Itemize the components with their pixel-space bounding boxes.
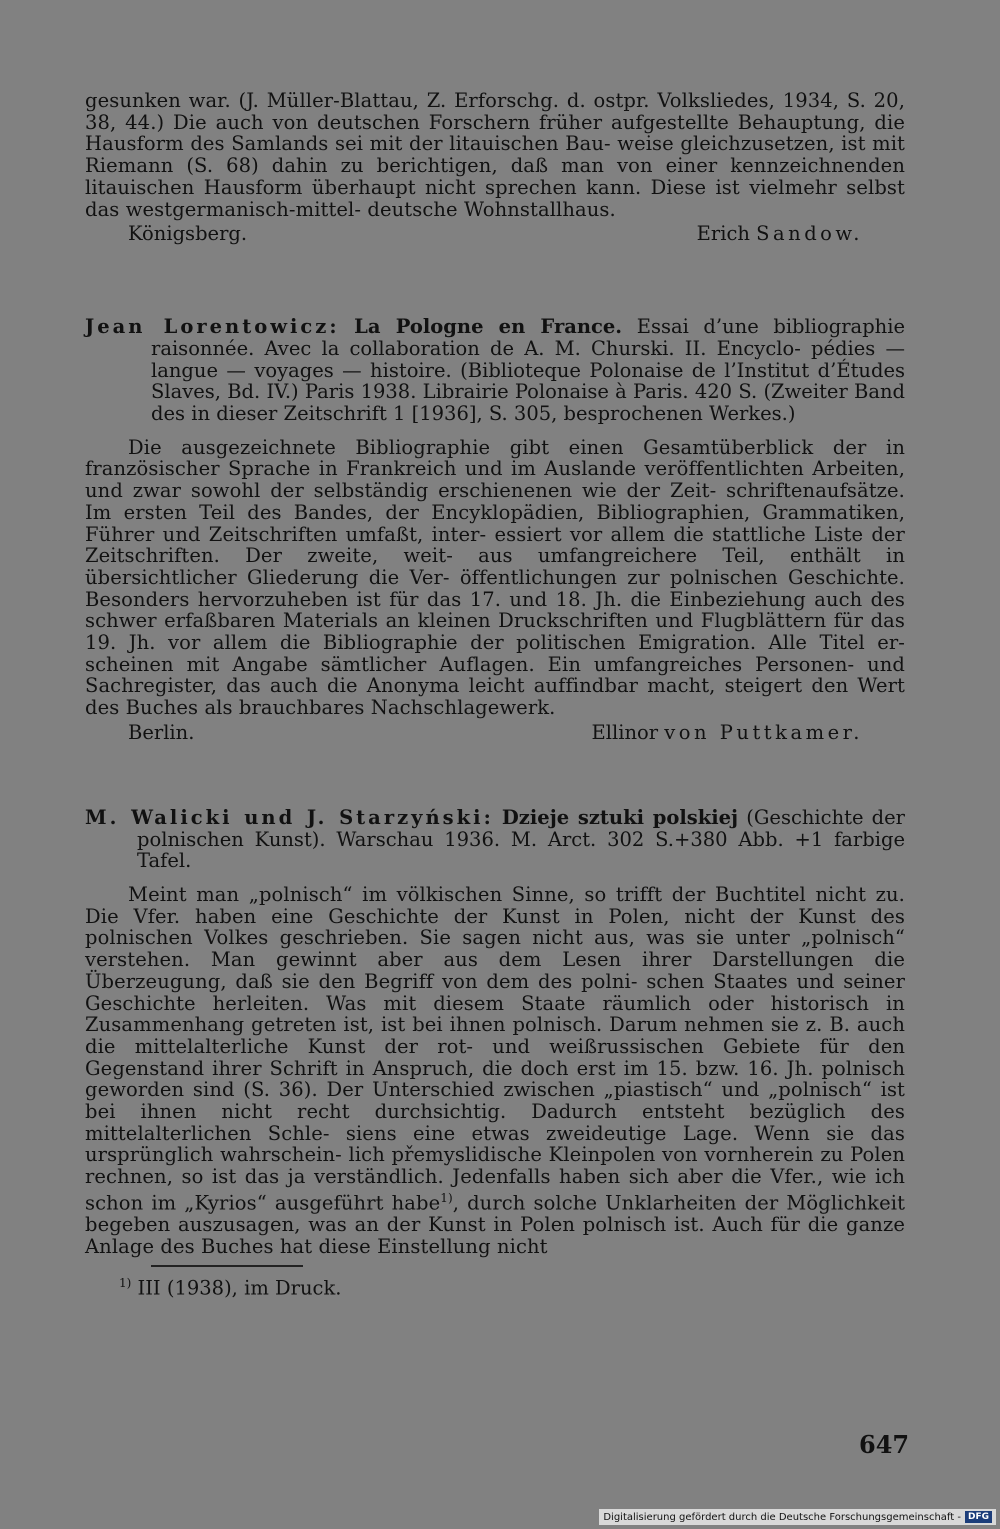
text-line: sprechen kann. Diese ist vielmehr selbst das westgermanisch-mittel-: [85, 175, 905, 221]
text-line: schriftenaufsätze. Im ersten Teil des Bandes, der Encyklopädien,: [85, 479, 905, 524]
text-line: à Paris. 420 S. (Zweiter Band des in dieser Zeitschrift 1 [1936],: [151, 380, 906, 426]
footnote-divider: [151, 1265, 303, 1267]
review-signature: [85, 222, 905, 246]
footnote-text: III (1938), im Druck.: [137, 1276, 342, 1300]
review-body: [85, 437, 905, 719]
text-line: Meint man „polnisch“ im völkischen Sinne, so trifft der Buchtitel: [128, 882, 806, 906]
text-line: ist das ja verständlich. Jedenfalls haben sich aber die Vfer., wie ich: [211, 1165, 905, 1189]
text-line: Kunst des polnischen Volkes geschrieben. Sie sagen nicht aus, was sie: [85, 904, 905, 950]
text-line: schon im „Kyrios“ ausgeführt habe: [85, 1191, 441, 1215]
text-line: schen Staates und seiner Geschichte herleiten. Was mit diesem Staate: [85, 969, 905, 1015]
text-line: räumlich oder historisch in Zusammenhang getreten ist, ist bei ihnen: [85, 991, 905, 1037]
text-line: ist. Auch für die ganze Anlage des Buches hat diese Einstellung nicht: [85, 1213, 905, 1258]
footnote: [119, 1271, 905, 1301]
reviewer-last-name: von Puttkamer.: [664, 720, 863, 744]
entry-author: M. Walicki und J. Starzyński:: [85, 805, 494, 829]
text-line: den Wert des Buches als brauchbares Nachschlagewerk.: [85, 674, 905, 720]
text-line: aus umfangreichere Teil, enthält in übersichtlicher Gliederung die Ver-: [85, 544, 905, 589]
text-line: für das 17. und 18. Jh. die Einbeziehung auch des schwer erfaßbaren: [85, 587, 905, 633]
digitization-credit: [599, 1509, 996, 1525]
credit-text: Digitalisierung gefördert durch die Deutsche Forschungsgemeinschaft -: [603, 1511, 961, 1523]
text-line: Materials an kleinen Druckschriften und Flugblättern für das 19. Jh.: [85, 609, 905, 655]
text-line: man von einer kennzeichnenden litauischen Hausform überhaupt nicht: [85, 154, 905, 199]
review-walicki: [85, 807, 905, 1301]
text-line: 1934, S. 20, 38, 44.) Die auch von deutschen Forschern früher aufgestellte: [85, 89, 905, 134]
text-line: recht durchsichtig. Dadurch entsteht bezüglich des mittelalterlichen Schle-: [85, 1100, 905, 1145]
text-line: Arbeiten, und zwar sowohl der selbständig erschienenen wie der Zeit-: [85, 457, 905, 503]
text-line: essiert vor allem die stattliche Liste der Zeitschriften. Der zweite, weit-: [85, 522, 905, 568]
text-line: scheinen mit Angabe sämtlicher Auflagen. Ein umfangreiches Personen-: [85, 652, 855, 676]
text-line: (Geschichte: [746, 805, 864, 829]
review-signature: [85, 721, 905, 745]
text-line: raisonnée. Avec la collaboration de A. M. Churski. II. Encyclo-: [151, 336, 801, 360]
review-body: [85, 884, 905, 1257]
reviewer-last-name: Sandow.: [756, 222, 863, 246]
entry-title: Dzieje sztuki polskiej: [501, 805, 739, 829]
text-line: polnisch. Darum nehmen sie z. B. auch die mittelalterliche Kunst der: [85, 1013, 905, 1058]
text-line: französischer Sprache in Frankreich und im Auslande veröffentlichten: [85, 457, 804, 481]
review-sandow: [85, 90, 905, 246]
text-line: Darstellungen die Überzeugung, daß sie den Begriff von dem des polni-: [85, 948, 905, 993]
text-line: deutsche Wohnstallhaus.: [367, 197, 616, 221]
entry-heading: [85, 316, 905, 425]
reviewer-first-name: Erich: [696, 222, 750, 246]
text-line: Essai d’une bibliographie: [636, 315, 906, 339]
text-line: und Sachregister, das auch die Anonyma leicht auffindbar macht, steigert: [85, 652, 905, 698]
text-line: , durch solche Unklarheiten der: [452, 1191, 779, 1215]
signature-reviewer: [592, 721, 864, 745]
text-line: S. 305, besprochenen Werkes.): [488, 402, 796, 426]
text-line: der polnischen Kunst). Warschau 1936. M. Arct. 302 S.+380 Abb.: [137, 805, 905, 851]
entry-author: Jean Lorentowicz:: [85, 315, 340, 339]
footnote-mark: 1): [119, 1276, 132, 1291]
text-line: lich přemyslidische Kleinpolen von vornherein zu Polen rechnen, so: [85, 1143, 905, 1189]
footnote-reference[interactable]: 1): [440, 1190, 453, 1205]
text-line: nicht zu. Die Vfer. haben eine Geschichte der Kunst in Polen, nicht der: [85, 882, 905, 928]
review-sandow-text: [85, 90, 905, 220]
text-line: unter „polnisch“ verstehen. Man gewinnt aber aus dem Lesen ihrer: [85, 926, 905, 972]
text-line: weise gleichzusetzen, ist mit Riemann (S. 68) dahin zu berichtigen, daß: [85, 132, 905, 178]
signature-reviewer: [697, 222, 863, 246]
review-lorentowicz: [85, 316, 905, 745]
text-line: l’Institut d’Études Slaves, Bd. IV.) Paris 1938. Librairie Polonaise: [151, 358, 906, 404]
reviewer-first-name: Ellinor: [591, 720, 659, 744]
text-line: Der Unterschied zwischen „piastisch“ und „polnisch“ ist bei ihnen nicht: [85, 1078, 905, 1124]
text-line: gesunken war. (J. Müller-Blattau, Z. Erforschg. d. ostpr. Volksliedes,: [85, 89, 775, 112]
text-line: Anspruch, die doch erst im 15. bzw. 16. Jh. polnisch geworden sind (S. 36).: [85, 1056, 905, 1102]
text-line: Möglichkeit begeben auszusagen, was an der Kunst in Polen polnisch: [85, 1191, 905, 1237]
signature-place: Königsberg.: [128, 222, 248, 246]
text-line: öffentlichungen zur polnischen Geschichte. Besonders hervorzuheben ist: [85, 565, 905, 611]
signature-place: Berlin.: [128, 720, 195, 744]
text-line: siens eine etwas zweideutige Lage. Wenn sie das ursprünglich wahrschein-: [85, 1121, 905, 1167]
text-line: Behauptung, die Hausform des Samlands sei mit der litauischen Bau-: [85, 110, 905, 156]
dfg-logo-icon: DFG: [965, 1511, 992, 1523]
text-line: Die ausgezeichnete Bibliographie gibt einen Gesamtüberblick der in: [128, 435, 905, 459]
text-line: rot- und weißrussischen Gebiete für den Gegenstand ihrer Schrift in: [85, 1034, 905, 1080]
page-content: [85, 90, 905, 1301]
text-line: Bibliographien, Grammatiken, Führer und Zeitschriften umfaßt, inter-: [85, 500, 905, 546]
entry-title: La Pologne en France.: [354, 315, 623, 339]
text-line: +1 farbige Tafel.: [137, 827, 905, 873]
page-number: 647: [859, 1430, 910, 1459]
text-line: vor allem die Bibliographie der politischen Emigration. Alle Titel er-: [168, 631, 905, 655]
text-line: pédies — langue — voyages — histoire. (Biblioteque Polonaise de: [151, 336, 905, 382]
entry-heading: [85, 807, 905, 872]
